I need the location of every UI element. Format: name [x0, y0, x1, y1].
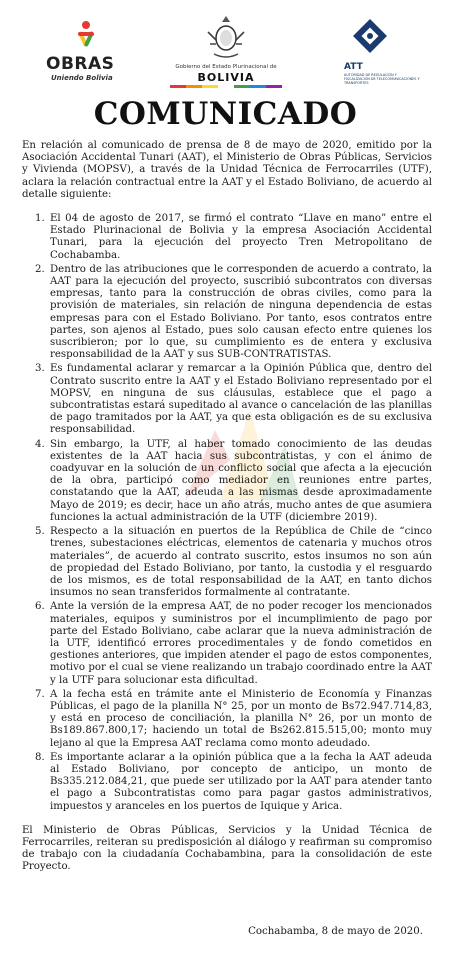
list-item: 6. Ante la versión de la empresa AAT, de no poder recoger los mencionados materiales, equipos y suministros por el incumplimiento de pago por parte del Estado Boliviano, cabe aclarar que la nueva administración de la UTF, identificó errores procedimentales y de fondo cometidos en gestiones anteriores, que impiden atender el pago de estos componentes, motivo por el cual se viene realizando un trabajo coordinado entre la AAT y la UTF para solucionar esta dificultad. — [48, 601, 432, 686]
att-logo — [340, 16, 420, 85]
att-logo-word: ATT — [344, 62, 363, 72]
bolivia-logo-subtitle: Gobierno del Estado Plurinacional de — [175, 64, 277, 70]
document-title: COMUNICADO — [93, 96, 358, 132]
bolivia-coat-of-arms-icon — [204, 14, 248, 60]
header-logos — [0, 0, 451, 90]
bolivia-logo-name: BOLIVIA — [197, 71, 255, 84]
bolivia-logo — [170, 14, 282, 84]
points-list — [22, 213, 432, 813]
intro-paragraph: En relación al comunicado de prensa de 8 de mayo de 2020, emitido por la Asociación Accidental Tunari (AAT), el Ministerio de Obras Públicas, Servicios y Vivienda (MOPSV), a través de la Unidad Técnica de Ferrocarriles (UTF), aclara la relación contractual entre la AAT y el Estado Boliviano, de acuerdo al detalle siguiente: — [22, 140, 432, 200]
list-item: 7. A la fecha está en trámite ante el Ministerio de Economía y Finanzas Públicas, el pago de la planilla N° 25, por un monto de Bs72.947.714,83, y está en proceso de conciliación, la planilla N° 26, por un monto de Bs189.867.800,17; haciendo un total de Bs262.815.515,00; monto muy lejano al que la Empresa AAT reclama como monto adeudado. — [48, 689, 432, 750]
list-item: 8. Es importante aclarar a la opinión pública que a la fecha la AAT adeuda al Estado Boliviano, por concepto de anticipo, un monto de Bs335.212.084,21, que puede ser utilizado por la AAT para atender tanto el pago a Subcontratistas como para pagar gastos administrativos, impuestos y aranceles en los puertos de Iquique y Arica. — [48, 752, 432, 813]
att-logo-subtitle: AUTORIDAD DE REGULACIÓN Y FISCALIZACIÓN DE TELECOMUNICACIONES Y TRANSPORTES — [344, 73, 420, 85]
att-emblem-icon — [350, 16, 390, 56]
list-item: 1. El 04 de agosto de 2017, se firmó el contrato “Llave en mano” entre el Estado Plurinacional de Bolivia y la empresa Asociación Accidental Tunari, para la ejecución del proyecto Tren Metropolitano de Cochabamba. — [48, 213, 432, 262]
obras-logo — [44, 16, 130, 82]
list-item: 3. Es fundamental aclarar y remarcar a la Opinión Pública que, dentro del Contrato suscrito entre la AAT y el Estado Boliviano representado por el MOPSV, en ninguna de sus cláusulas, establece que el pago a subcontratistas estará supeditado al avance o cancelación de las planillas de pago tramitados por la AAT, ya que esta obligación es de su exclusiva responsabilidad. — [48, 363, 432, 436]
bolivia-flag-stripe-icon — [170, 85, 282, 88]
list-item: 5. Respecto a la situación en puertos de la República de Chile de “cinco trenes, subestaciones eléctricas, elementos de catenaria y muchos otros materiales”, de acuerdo al contrato suscrito, estos insumos no son aún de propiedad del Estado Boliviano, por tanto, la custodia y el resguardo de los mismos, es de total responsabilidad de la AAT, en tanto dichos insumos no sean transferidos formalmente al contratante. — [48, 526, 432, 599]
obras-logo-tagline: Uniendo Bolivia — [51, 74, 113, 82]
list-item: 2. Dentro de las atribuciones que le corresponden de acuerdo a contrato, la AAT para la ejecución del proyecto, suscribió subcontratos con diversas empresas, tanto para la construcción de obras civiles, como para la provisión de materiales, sin relación de ninguna dependencia de estas empresas para con el Estado Boliviano. Por tanto, esos contratos entre partes, son ajenos al Estado, pues solo causan efecto entre quienes los suscribieron; por lo que, su cumplimiento es de entera y exclusiva responsabilidad de la AAT y sus SUB-CONTRATISTAS. — [48, 264, 432, 362]
list-item: 4. Sin embargo, la UTF, al haber tomado conocimiento de las deudas existentes de la AAT hacia sus subcontratistas, y con el ánimo de coadyuvar en la solución de un conflicto social que afecta a la ejecución de la obra, participó como mediador en reuniones entre partes, constatando que la AAT, adeuda a las mismas desde aproximadamente Mayo de 2019; es decir, hace un año atrás, mucho antes de que asumiera funciones la actual administración de la UTF (diciembre 2019). — [48, 439, 432, 524]
obras-emblem-icon — [66, 18, 106, 54]
place-date-signoff: Cochabamba, 8 de mayo de 2020. — [248, 926, 423, 937]
document-body — [22, 140, 432, 874]
closing-paragraph: El Ministerio de Obras Públicas, Servicios y la Unidad Técnica de Ferrocarriles, reiteran su predisposición al diálogo y reafirman su compromiso de trabajo con la ciudadanía Cochabambina, para la consolidación de este Proyecto. — [22, 824, 432, 873]
obras-logo-word: OBRAS — [46, 54, 115, 74]
